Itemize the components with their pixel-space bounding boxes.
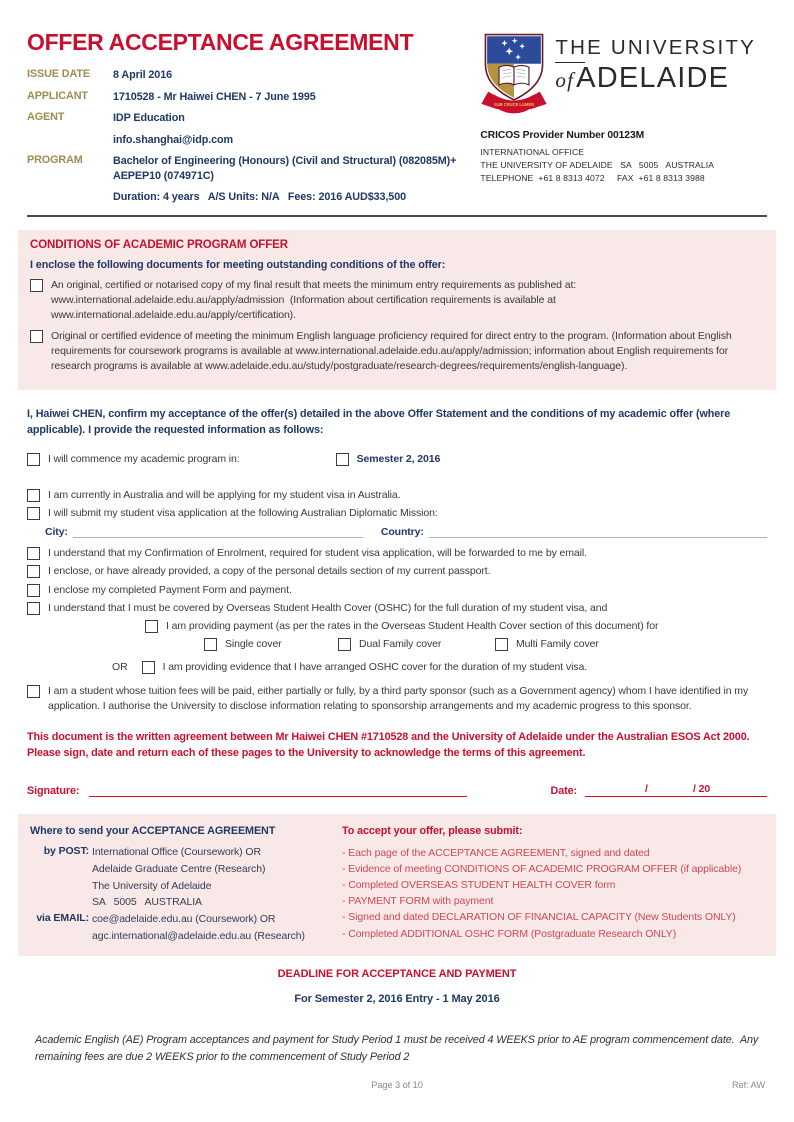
header-left xyxy=(27,27,480,205)
post-line: Adelaide Graduate Centre (Research) xyxy=(92,862,266,875)
condition-item-label: Original or certified evidence of meeting the minimum English language proficiency required for direct entry to the program. (Information about English requirements for coursework programs is available at www.international.adelaide.edu.au/apply/admission; information about English requirements for research programs is available at www.adelaide.edu.au/study/postgraduate/research-degrees/requirements/english-language). xyxy=(51,329,735,373)
via-email-label: via EMAIL: xyxy=(36,911,89,924)
post-line: SA 5005 AUSTRALIA xyxy=(92,896,202,909)
dual-family-cover-label: Dual Family cover xyxy=(359,638,442,651)
applicant-value: 1710528 - Mr Haiwei CHEN - 7 June 1995 xyxy=(113,90,316,103)
coe-label: I understand that my Confirmation of Enrolment, required for student visa application, will be forwarded to me by email. xyxy=(48,547,587,560)
checkbox-in-australia[interactable] xyxy=(27,489,40,502)
date-input-line[interactable] xyxy=(585,780,767,797)
checkbox-diplomatic-mission[interactable] xyxy=(27,507,40,520)
university-address: THE UNIVERSITY OF ADELAIDE SA 5005 AUSTRALIA xyxy=(480,159,715,170)
agent-email-value: info.shanghai@idp.com xyxy=(113,133,233,146)
email-line: agc.international@adelaide.edu.au (Research) xyxy=(92,929,305,942)
payment-form-row xyxy=(27,583,767,598)
checkbox-coe-email[interactable] xyxy=(27,547,40,560)
city-country-row xyxy=(45,524,767,538)
conditions-box xyxy=(18,230,776,390)
conditions-title: CONDITIONS OF ACADEMIC PROGRAM OFFER xyxy=(30,238,288,251)
date-slash-20: / 20 xyxy=(693,783,711,796)
field-label: ISSUE DATE xyxy=(27,68,90,80)
single-cover-option xyxy=(204,637,282,652)
visa-in-australia-label: I am currently in Australia and will be applying for my student visa in Australia. xyxy=(48,488,401,501)
acceptance-intro: I, Haiwei CHEN, confirm my acceptance of the offer(s) detailed in the above Offer Statement and the conditions of my academic offer (where applicable). I provide the requested information as follows: xyxy=(27,408,734,436)
post-line: The University of Adelaide xyxy=(92,879,212,892)
commence-row xyxy=(27,452,767,467)
checkbox-payment-form[interactable] xyxy=(27,584,40,597)
date-group xyxy=(551,780,768,797)
passport-row xyxy=(27,564,767,579)
submit-checklist-column xyxy=(328,825,764,943)
coe-row xyxy=(27,546,767,561)
payment-form-label: I enclose my completed Payment Form and payment. xyxy=(48,583,292,596)
oshc-row xyxy=(27,601,767,616)
semester-label: Semester 2, 2016 xyxy=(356,452,441,465)
checkbox-single-cover[interactable] xyxy=(204,638,217,651)
visa-mission-label: I will submit my student visa application at the following Australian Diplomatic Mission: xyxy=(48,506,438,519)
checkbox-oshc[interactable] xyxy=(27,602,40,615)
field-label xyxy=(27,190,113,205)
empty-label xyxy=(30,879,92,894)
condition-item-final-result xyxy=(30,278,764,324)
signature-label: Signature: xyxy=(27,785,80,798)
university-phone-fax: TELEPHONE +61 8 8313 4072 FAX +61 8 8313 3988 xyxy=(480,172,705,183)
checkbox-final-result[interactable] xyxy=(30,279,43,292)
cricos-number: CRICOS Provider Number 00123M xyxy=(480,130,645,141)
crest-motto: SUB CRUCE LUMEN xyxy=(494,101,535,107)
empty-label xyxy=(30,929,92,944)
oshc-payment-row xyxy=(145,619,767,634)
academic-english-note: Academic English (AE) Program acceptances and payment for Study Period 1 must be received 4 WEEKS prior to AE program commencement date. Any remaining fees are due 2 WEEKS prior to the commencement of Study Period 2 xyxy=(35,1034,762,1063)
send-box xyxy=(18,814,776,956)
university-wordmark xyxy=(555,30,756,93)
submit-item: - Completed OVERSEAS STUDENT HEALTH COVER form xyxy=(342,879,616,892)
submit-item: - Completed ADDITIONAL OSHC FORM (Postgraduate Research ONLY) xyxy=(342,927,677,940)
date-slash: / xyxy=(645,783,648,796)
program-details-value: Duration: 4 years A/S Units: N/A Fees: 2016 AUD$33,500 xyxy=(113,191,407,204)
deadline-subtitle: For Semester 2, 2016 Entry - 1 May 2016 xyxy=(294,993,500,1006)
by-post-label: by POST: xyxy=(43,845,89,858)
field-label xyxy=(27,133,113,148)
sponsor-label: I am a student whose tuition fees will be paid, either partially or fully, by a third party sponsor (such as a Government agency) whom I have identified in my application. I authorise the University to disclose information relating to sponsorship arrangements and my academic progress to this sponsor. xyxy=(48,684,751,712)
signature-row xyxy=(27,775,767,797)
multi-family-cover-option xyxy=(495,637,599,652)
checkbox-oshc-payment[interactable] xyxy=(145,620,158,633)
or-label: OR xyxy=(112,661,128,674)
commence-label: I will commence my academic program in: xyxy=(48,452,240,465)
header-divider xyxy=(27,215,767,217)
wordmark-adelaide: ADELAIDE xyxy=(576,61,730,94)
field-label: PROGRAM xyxy=(27,154,83,167)
dual-family-cover-option xyxy=(338,637,441,652)
visa-mission-row xyxy=(27,506,767,521)
city-label: City: xyxy=(45,526,68,539)
submit-item: - Evidence of meeting CONDITIONS OF ACADEMIC PROGRAM OFFER (if applicable) xyxy=(342,863,742,876)
open-book-icon xyxy=(499,65,529,84)
office-name: INTERNATIONAL OFFICE xyxy=(480,147,585,157)
passport-label: I enclose, or have already provided, a copy of the personal details section of my current passport. xyxy=(48,565,491,578)
agent-value: IDP Education xyxy=(113,112,185,125)
visa-in-australia-row xyxy=(27,488,767,503)
multi-family-cover-label: Multi Family cover xyxy=(516,638,599,651)
header-right xyxy=(480,27,767,205)
checkbox-dual-family-cover[interactable] xyxy=(338,638,351,651)
checkbox-commence[interactable] xyxy=(27,453,40,466)
empty-label xyxy=(30,862,92,877)
empty-label xyxy=(30,895,92,910)
submit-heading: To accept your offer, please submit: xyxy=(342,825,523,838)
oshc-payment-label: I am providing payment (as per the rates in the Overseas Student Health Cover section of this document) for xyxy=(166,620,659,633)
field-label: AGENT xyxy=(27,111,65,124)
submit-item: - PAYMENT FORM with payment xyxy=(342,895,494,908)
submit-item: - Signed and dated DECLARATION OF FINANCIAL CAPACITY (New Students ONLY) xyxy=(342,911,736,924)
issue-date-value: 8 April 2016 xyxy=(113,69,173,81)
email-line: coe@adelaide.edu.au (Coursework) OR xyxy=(92,912,276,925)
university-logo xyxy=(480,30,767,122)
program-value: Bachelor of Engineering (Honours) (Civil and Structural) (082085M)+ AEPEP10 (074971C) xyxy=(113,155,459,182)
submit-item: - Each page of the ACCEPTANCE AGREEMENT, signed and dated xyxy=(342,847,650,860)
condition-item-label: An original, certified or notarised copy of my final result that meets the minimum entry requirements as published at: www.international.adelaide.edu.au/apply/admission (Information about certification requirements is available at www.international.adelaide.edu.au/apply/certification). xyxy=(51,278,579,322)
wordmark-line2 xyxy=(555,61,756,94)
checkbox-multi-family-cover[interactable] xyxy=(495,638,508,651)
sponsor-row xyxy=(27,684,767,714)
checkbox-semester[interactable] xyxy=(336,453,349,466)
single-cover-label: Single cover xyxy=(225,638,282,651)
offer-fields xyxy=(27,68,480,205)
where-to-send-heading: Where to send your ACCEPTANCE AGREEMENT xyxy=(30,825,276,838)
page-title: OFFER ACCEPTANCE AGREEMENT xyxy=(27,29,414,55)
post-line: International Office (Coursework) OR xyxy=(92,846,261,859)
condition-item-english-evidence xyxy=(30,329,764,375)
signature-input-line[interactable] xyxy=(89,780,467,797)
conditions-intro: I enclose the following documents for meeting outstanding conditions of the offer: xyxy=(30,258,446,271)
city-input-line[interactable] xyxy=(73,524,363,538)
oshc-label: I understand that I must be covered by Overseas Student Health Cover (OSHC) for the full duration of my student visa, and xyxy=(48,601,608,614)
checkbox-passport-copy[interactable] xyxy=(27,565,40,578)
checkbox-oshc-evidence[interactable] xyxy=(142,661,155,674)
university-contact-block xyxy=(480,130,767,185)
reference-code: Ref: AW xyxy=(731,1080,765,1090)
university-crest-icon xyxy=(480,30,548,122)
page-number: Page 3 of 10 xyxy=(371,1080,423,1090)
wordmark-line1: THE UNIVERSITY xyxy=(555,36,756,59)
header xyxy=(27,27,767,205)
address-grid xyxy=(30,845,328,943)
field-label: APPLICANT xyxy=(27,89,88,102)
country-label: Country: xyxy=(380,526,424,539)
visa-rows xyxy=(27,488,767,714)
oshc-evidence-label: I am providing evidence that I have arranged OSHC cover for the duration of my student visa. xyxy=(162,661,588,674)
deadline-title: DEADLINE FOR ACCEPTANCE AND PAYMENT xyxy=(277,968,517,981)
agreement-statement: This document is the written agreement between Mr Haiwei CHEN #1710528 and the University of Adelaide under the Australian ESOS Act 2000. Please sign, date and return each of these pages to the University to acknowledge the terms of this agreement. xyxy=(27,730,756,759)
wordmark-of: of xyxy=(555,67,575,92)
cover-options-row xyxy=(27,637,767,656)
oshc-evidence-row xyxy=(27,660,767,675)
checkbox-english-evidence[interactable] xyxy=(30,330,43,343)
country-input-line[interactable] xyxy=(429,524,767,538)
date-label: Date: xyxy=(550,785,577,798)
checkbox-sponsor[interactable] xyxy=(27,685,40,698)
send-address-column xyxy=(30,825,328,943)
